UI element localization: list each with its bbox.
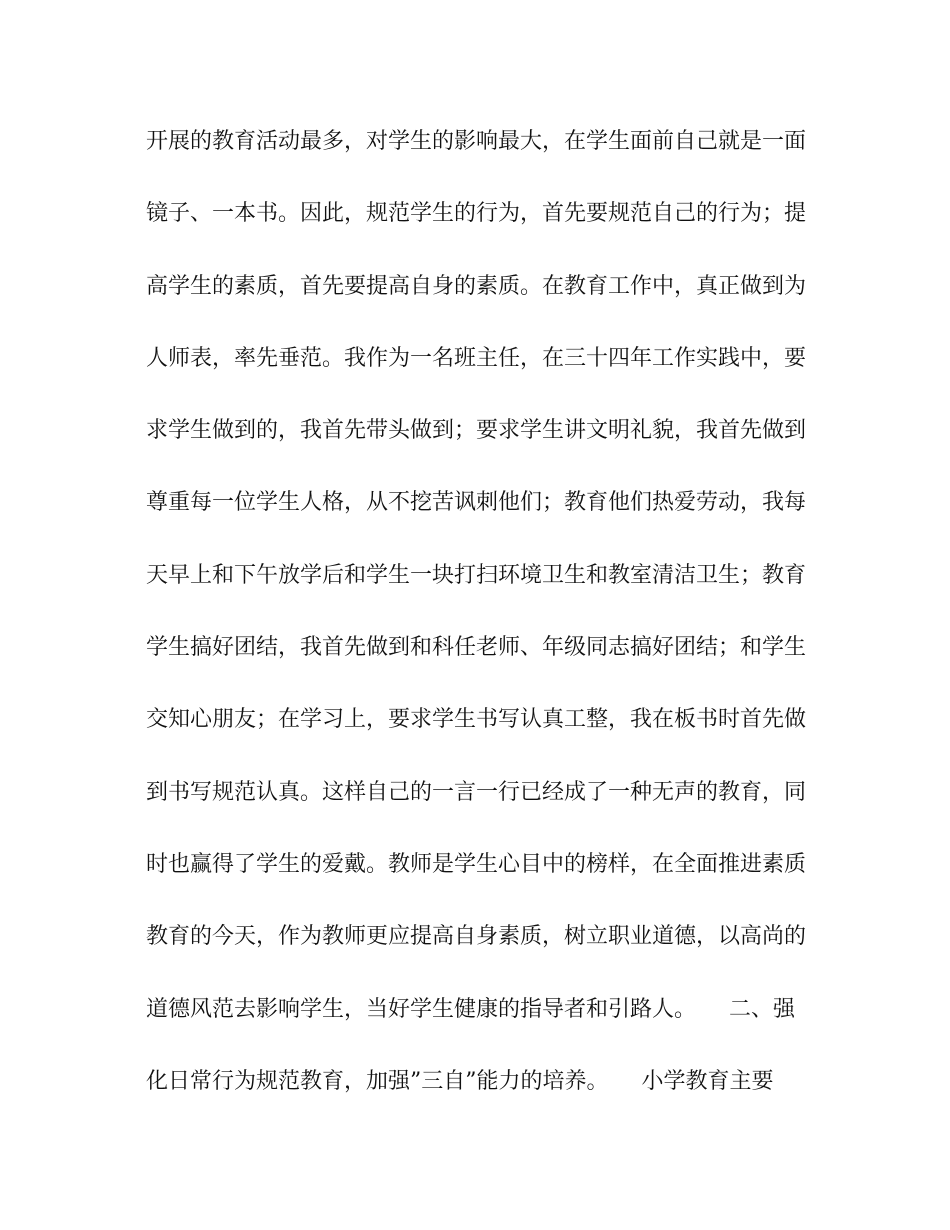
- text-line: 开展的教育活动最多，对学生的影响最大，在学生面前自己就是一面: [146, 129, 806, 154]
- body-text: [146, 122, 806, 1134]
- text-line: 交知心朋友；在学习上，要求学生书写认真工整，我在板书时首先做: [146, 707, 806, 733]
- text-line: 教育的今天，作为教师更应提高自身素质，树立职业道德，以高尚的: [146, 924, 806, 950]
- text-line: 学生搞好团结，我首先做到和科任老师、年级同志搞好团结；和学生: [146, 635, 806, 661]
- text-line: 镜子、一本书。因此，规范学生的行为，首先要规范自己的行为；提: [146, 201, 806, 227]
- text-line: 化日常行为规范教育，加强”三自”能力的培养。 小学教育主要: [146, 1068, 774, 1094]
- text-line: 天早上和下午放学后和学生一块打扫环境卫生和教室清洁卫生；教育: [146, 562, 806, 588]
- text-line: 求学生做到的，我首先带头做到；要求学生讲文明礼貌，我首先做到: [146, 418, 806, 444]
- text-line: 道德风范去影响学生，当好学生健康的指导者和引路人。 二、强: [146, 996, 796, 1022]
- text-line: 到书写规范认真。这样自己的一言一行已经成了一种无声的教育，同: [146, 779, 806, 805]
- text-line: 高学生的素质，首先要提高自身的素质。在教育工作中，真正做到为: [146, 273, 806, 299]
- text-line: 尊重每一位学生人格，从不挖苦讽刺他们；教育他们热爱劳动，我每: [146, 490, 806, 516]
- text-line: 人师表，率先垂范。我作为一名班主任，在三十四年工作实践中，要: [146, 345, 806, 371]
- text-line: 时也赢得了学生的爱戴。教师是学生心目中的榜样，在全面推进素质: [146, 851, 806, 877]
